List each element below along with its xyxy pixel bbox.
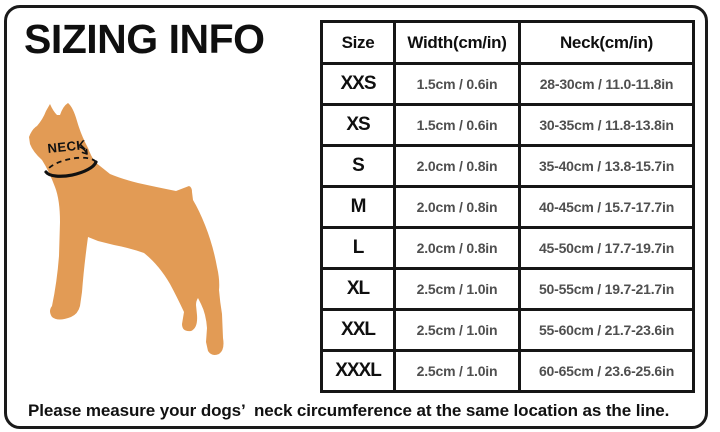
neck-cell: 40-45cm / 15.7-17.7in: [520, 187, 694, 228]
size-cell: L: [322, 228, 395, 269]
table-row: [322, 187, 694, 228]
size-cell: XXS: [322, 64, 395, 105]
dog-illustration: [26, 100, 226, 362]
table-row: [322, 105, 694, 146]
table-row: [322, 64, 694, 105]
width-cell: 1.5cm / 0.6in: [395, 64, 520, 105]
width-cell: 2.5cm / 1.0in: [395, 269, 520, 310]
header-neck: Neck(cm/in): [520, 22, 694, 64]
table-header-row: [322, 22, 694, 64]
neck-cell: 35-40cm / 13.8-15.7in: [520, 146, 694, 187]
table-row: [322, 351, 694, 392]
size-cell: XXL: [322, 310, 395, 351]
neck-cell: 55-60cm / 21.7-23.6in: [520, 310, 694, 351]
width-cell: 1.5cm / 0.6in: [395, 105, 520, 146]
width-cell: 2.5cm / 1.0in: [395, 351, 520, 392]
neck-cell: 30-35cm / 11.8-13.8in: [520, 105, 694, 146]
width-cell: 2.0cm / 0.8in: [395, 187, 520, 228]
width-cell: 2.0cm / 0.8in: [395, 228, 520, 269]
width-cell: 2.5cm / 1.0in: [395, 310, 520, 351]
width-cell: 2.0cm / 0.8in: [395, 146, 520, 187]
sizing-table: [320, 20, 695, 393]
size-cell: S: [322, 146, 395, 187]
neck-cell: 28-30cm / 11.0-11.8in: [520, 64, 694, 105]
table-row: [322, 146, 694, 187]
table-row: [322, 310, 694, 351]
header-size: Size: [322, 22, 395, 64]
neck-cell: 60-65cm / 23.6-25.6in: [520, 351, 694, 392]
size-cell: XL: [322, 269, 395, 310]
footer-note: Please measure your dogs’ neck circumference at the same location as the line.: [28, 401, 670, 420]
table-row: [322, 269, 694, 310]
neck-cell: 45-50cm / 17.7-19.7in: [520, 228, 694, 269]
neck-label: NECK: [46, 137, 87, 156]
header-width: Width(cm/in): [395, 22, 520, 64]
size-cell: XXXL: [322, 351, 395, 392]
size-cell: M: [322, 187, 395, 228]
table-row: [322, 228, 694, 269]
page-title: SIZING INFO: [24, 16, 265, 62]
neck-cell: 50-55cm / 19.7-21.7in: [520, 269, 694, 310]
size-cell: XS: [322, 105, 395, 146]
